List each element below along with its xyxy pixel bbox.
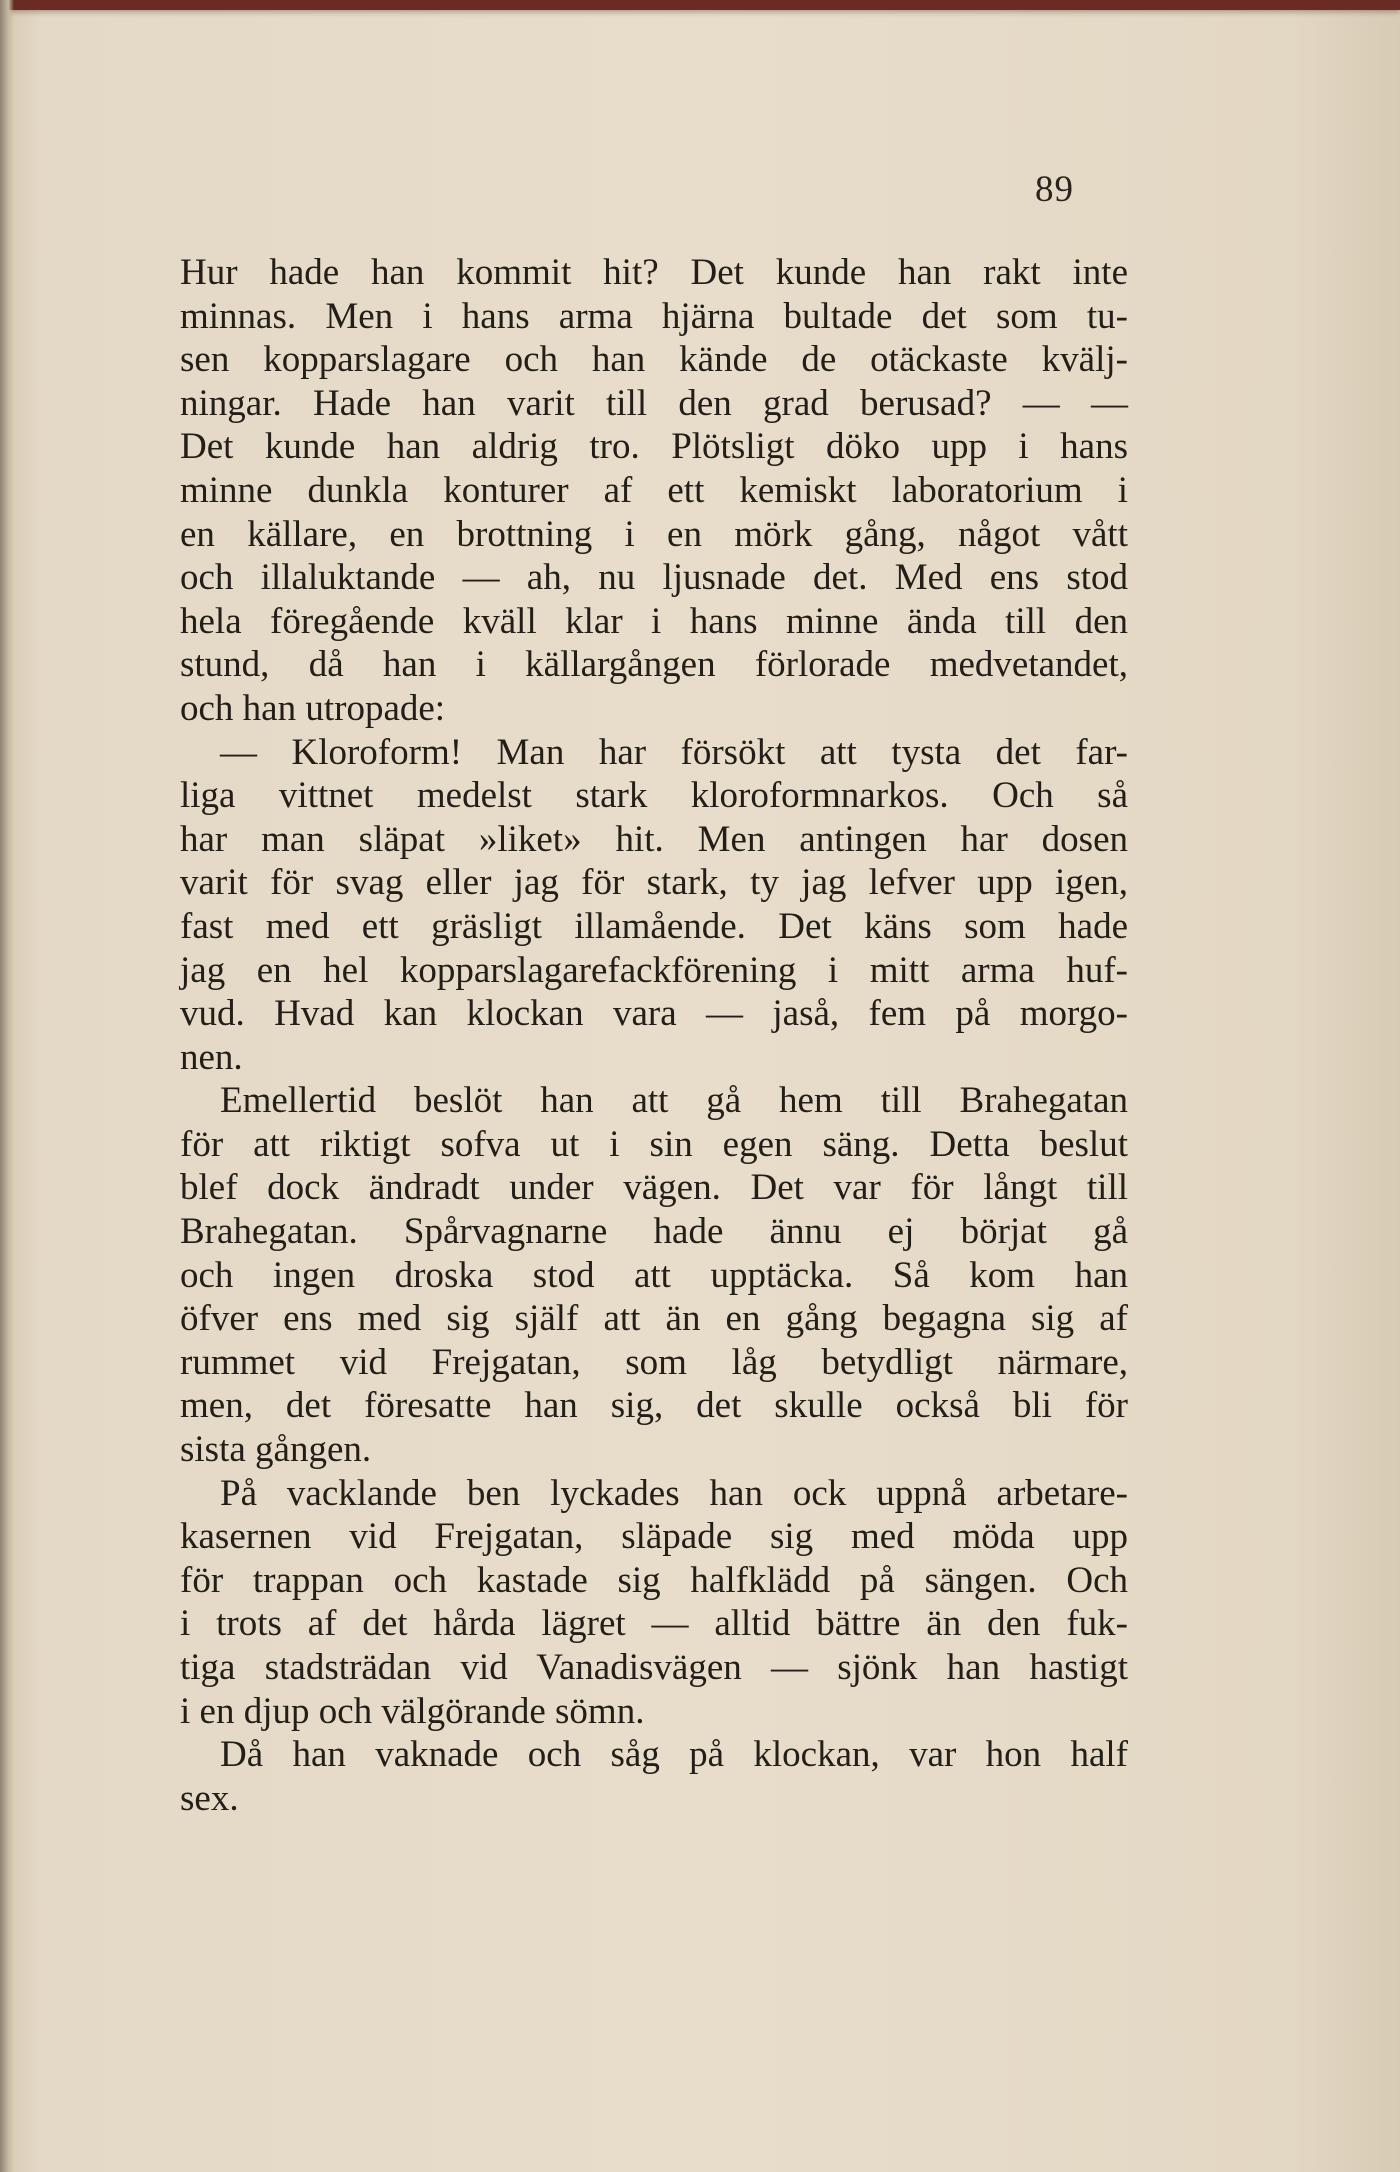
text-line: och ingen droska stod att upptäcka. Så kom han <box>180 1254 1128 1296</box>
text-line: rummet vid Frejgatan, som låg betydligt närmare, <box>180 1341 1128 1383</box>
text-line: för att riktigt sofva ut i sin egen säng. Detta beslut <box>180 1123 1128 1165</box>
text-line: Brahegatan. Spårvagnarne hade ännu ej börjat gå <box>180 1211 1128 1253</box>
text-line: ningar. Hade han varit till den grad berusad? — — <box>180 382 1128 424</box>
text-line: varit för svag eller jag för stark, ty jag lefver upp igen, <box>180 862 1128 904</box>
text-line: en källare, en brottning i en mörk gång, något vått <box>180 513 1128 555</box>
book-binding-shadow <box>0 0 14 2172</box>
text-line: nen. <box>180 1036 243 1078</box>
text-line: blef dock ändradt under vägen. Det var för långt till <box>180 1167 1128 1209</box>
text-line: sista gången. <box>180 1429 372 1471</box>
text-line: och han utropade: <box>180 687 446 729</box>
text-line: för trappan och kastade sig halfklädd på sängen. Och <box>180 1559 1128 1601</box>
text-line: kasernen vid Frejgatan, släpade sig med möda upp <box>180 1516 1128 1558</box>
text-line: — Kloroform! Man har försökt att tysta det far- <box>220 731 1128 773</box>
text-line: Då han vaknade och såg på klockan, var hon half <box>220 1734 1128 1776</box>
text-line: tiga stadsträdan vid Vanadisvägen — sjönk han hastigt <box>180 1647 1128 1688</box>
text-line: hela föregående kväll klar i hans minne ända till den <box>180 600 1128 642</box>
text-line: stund, då han i källargången förlorade medvetandet, <box>180 644 1128 686</box>
book-cover-edge <box>0 0 1400 10</box>
text-line: Det kunde han aldrig tro. Plötsligt döko upp i hans <box>180 426 1128 468</box>
body-text <box>180 251 1128 1820</box>
text-line: i trots af det hårda lägret — alltid bättre än den fuk- <box>180 1603 1128 1645</box>
text-line: öfver ens med sig själf att än en gång begagna sig af <box>180 1298 1128 1340</box>
text-line: men, det föresatte han sig, det skulle också bli för <box>180 1385 1128 1427</box>
text-line: minnas. Men i hans arma hjärna bultade det som tu- <box>180 295 1128 337</box>
text-line: På vacklande ben lyckades han ock uppnå arbetare- <box>220 1472 1128 1514</box>
text-line: fast med ett gräsligt illamående. Det käns som hade <box>180 905 1128 947</box>
text-line: Emellertid beslöt han att gå hem till Brahegatan <box>220 1080 1128 1122</box>
text-line: i en djup och välgörande sömn. <box>180 1690 645 1732</box>
text-line: sen kopparslagare och han kände de otäckaste kvälj- <box>180 339 1128 381</box>
text-line: liga vittnet medelst stark kloroformnarkos. Och så <box>180 775 1128 817</box>
text-line: och illaluktande — ah, nu ljusnade det. Med ens stod <box>180 557 1128 599</box>
text-line: Hur hade han kommit hit? Det kunde han rakt inte <box>180 252 1128 293</box>
text-line: sex. <box>180 1777 239 1819</box>
text-line: har man släpat »liket» hit. Men antingen har dosen <box>180 818 1128 860</box>
page-number: 89 <box>1035 169 1074 210</box>
text-line: minne dunkla konturer af ett kemiskt laboratorium i <box>180 469 1128 511</box>
text-line: vud. Hvad kan klockan vara — jaså, fem på morgo- <box>180 993 1128 1035</box>
text-line: jag en hel kopparslagarefackförening i mitt arma huf- <box>180 949 1128 991</box>
